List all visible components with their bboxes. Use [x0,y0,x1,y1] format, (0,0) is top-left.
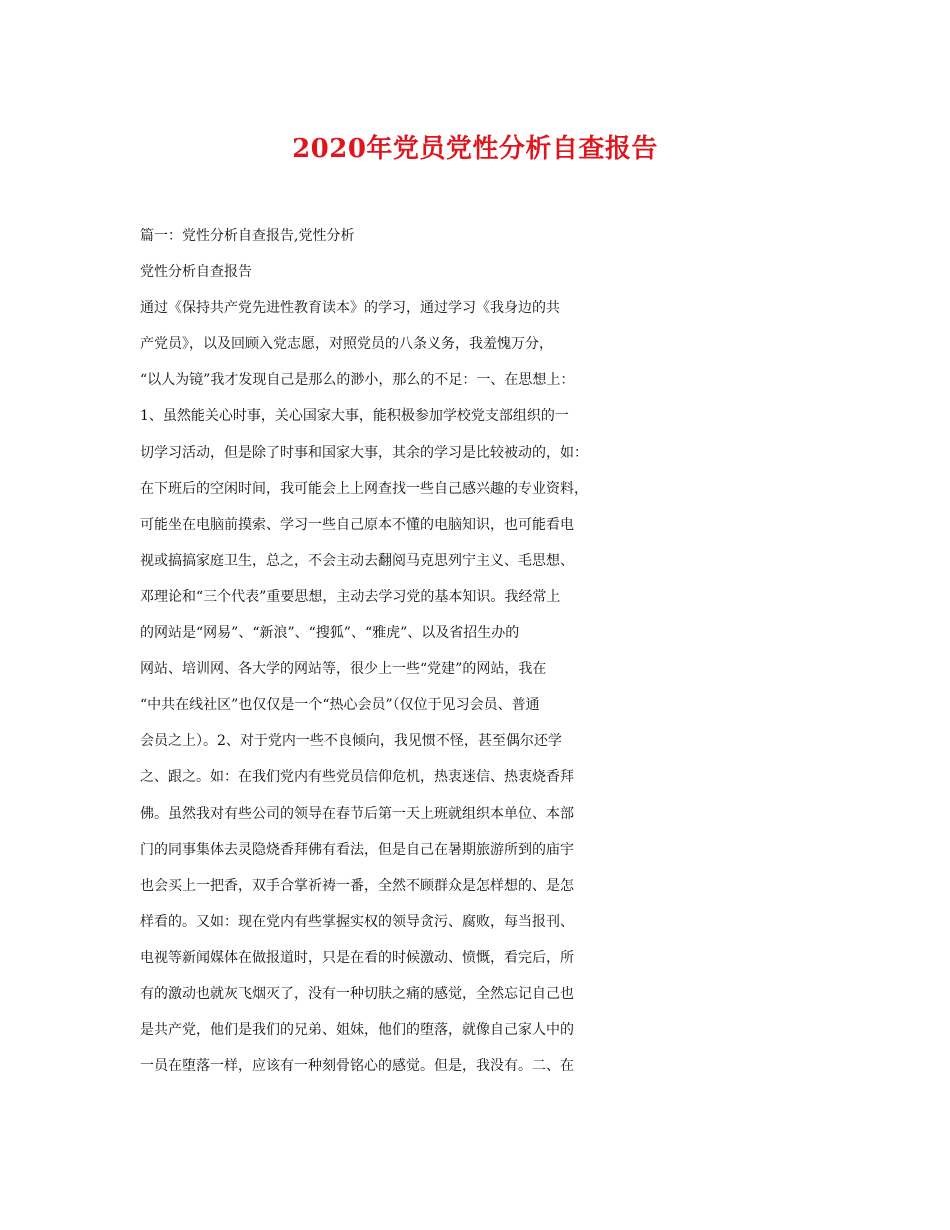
body-text-line: 党性分析自查报告 [140,264,252,281]
body-text-line: 产党员》，以及回顾入党志愿，对照党员的八条义务，我羞愧万分， [140,336,553,353]
body-text-line: “以人为镜”我才发现自己是那么的渺小，那么的不足：一、在思想上： [140,372,575,389]
body-text-line: “中共在线社区”也仅仅是一个“热心会员”（仅位于见习会员、普通 [140,697,540,714]
document-title: 2020年党员党性分析自查报告 [292,134,658,164]
body-text-line: 篇一：党性分析自查报告,党性分析 [140,228,355,244]
body-text-line: 切学习活动，但是除了时事和国家大事，其余的学习是比较被动的，如： [140,444,588,461]
body-text-line: 网站、培训网、各大学的网站等，很少上一些“党建”的网站，我在 [140,661,547,678]
body-text-line: 门的同事集体去灵隐烧香拜佛有看法，但是自己在暑期旅游所到的庙宇 [140,841,574,858]
body-text-line: 样看的。又如：现在党内有些掌握实权的领导贪污、腐败，每当报刊、 [140,913,574,930]
body-text-line: 一员在堕落一样，应该有一种刻骨铭心的感觉。但是，我没有。二、在 [140,1058,574,1075]
body-text-line: 也会买上一把香，双手合掌祈祷一番，全然不顾群众是怎样想的、是怎 [140,877,574,894]
body-text-line: 佛。虽然我对有些公司的领导在春节后第一天上班就组织本单位、本部 [140,805,574,822]
document-body [140,218,840,1084]
body-text-line: 的网站是“网易”、“新浪”、“搜狐”、“雅虎”、以及省招生办的 [140,625,520,642]
body-text-line: 通过《保持共产党先进性教育读本》的学习，通过学习《我身边的共 [140,300,560,317]
body-text-line: 有的激动也就灰飞烟灭了，没有一种切肤之痛的感觉，全然忘记自己也 [140,985,574,1002]
body-text-line: 视或搞搞家庭卫生，总之，不会主动去翻阅马克思列宁主义、毛思想、 [140,552,574,569]
body-text-line: 电视等新闻媒体在做报道时，只是在看的时候激动、愤慨，看完后，所 [140,949,574,966]
body-text-line: 是共产党，他们是我们的兄弟、姐妹，他们的堕落，就像自己家人中的 [140,1022,574,1039]
body-text-line: 1、虽然能关心时事，关心国家大事，能积极参加学校党支部组织的一 [140,408,569,425]
body-text-line: 会员之上）。2、对于党内一些不良倾向，我见惯不怪，甚至偶尔还学 [140,733,562,750]
body-text-line: 在下班后的空闲时间，我可能会上上网查找一些自己感兴趣的专业资料， [140,480,588,497]
body-text-line: 邓理论和“三个代表”重要思想，主动去学习党的基本知识。我经常上 [140,588,561,605]
body-text-line: 可能坐在电脑前摸索、学习一些自己原本不懂的电脑知识，也可能看电 [140,516,574,533]
body-text-line: 之、跟之。如：在我们党内有些党员信仰危机，热衷迷信、热衷烧香拜 [140,769,574,786]
